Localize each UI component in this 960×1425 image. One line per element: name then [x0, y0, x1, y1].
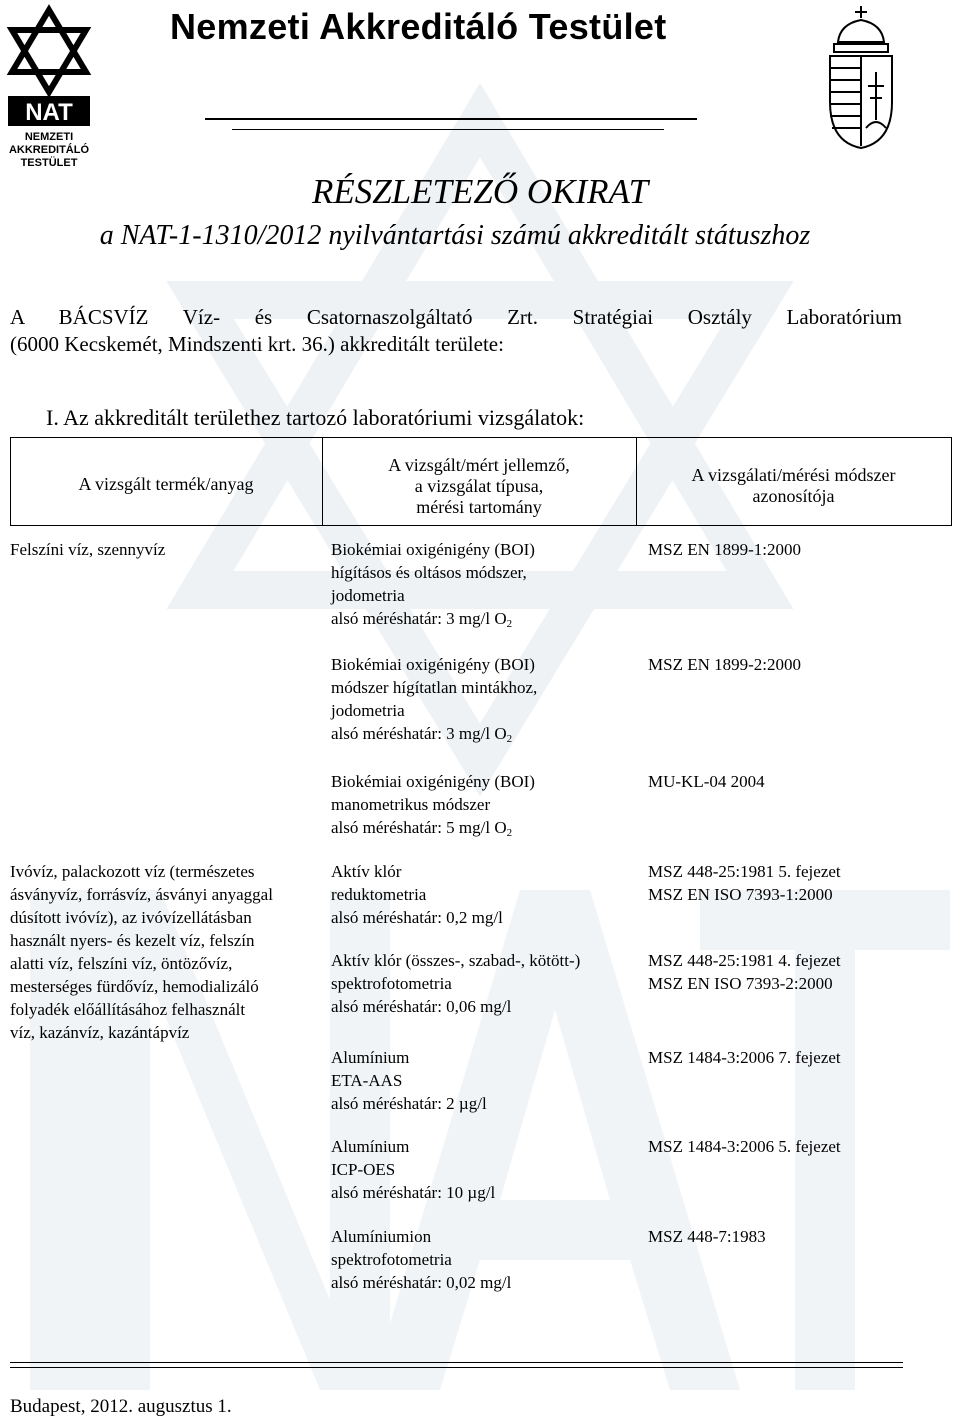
characteristic-line: Biokémiai oxigénigény (BOI): [331, 772, 535, 791]
header-characteristic: [322, 455, 636, 518]
method-bod-dilution: [648, 538, 948, 561]
method-aluminium-eta-aas: [648, 1046, 948, 1069]
limit-text: alsó méréshatár: 5 mg/l O: [331, 818, 507, 837]
method-id: MU-KL-04 2004: [648, 772, 765, 791]
characteristic-line: jodometria: [331, 701, 405, 720]
method-id: MSZ 448-7:1983: [648, 1227, 766, 1246]
measurement-limit: alsó méréshatár: 0,06 mg/l: [331, 997, 512, 1016]
characteristic-line: spektrofotometria: [331, 974, 452, 993]
method-active-chlorine-reductometry: [648, 860, 948, 906]
laboratory-name: A BÁCSVÍZ Víz- és Csatornaszolgáltató Zrt. Stratégiai Osztály Laboratórium: [10, 305, 902, 329]
section-heading: I. Az akkreditált területhez tartozó laboratóriumi vizsgálatok:: [46, 405, 585, 430]
method-id: MSZ 448-25:1981 4. fejezet: [648, 951, 841, 970]
measurement-limit: alsó méréshatár: 10 µg/l: [331, 1183, 496, 1202]
measurement-limit: alsó méréshatár: 2 µg/l: [331, 1094, 487, 1113]
material-line: Ivóvíz, palackozott víz (természetes: [10, 862, 255, 881]
method-id: MSZ EN ISO 7393-2:2000: [648, 974, 833, 993]
method-aluminium-icp-oes: [648, 1135, 948, 1158]
table-row-active-chlorine-reductometry: [331, 860, 631, 929]
table-row-bod-dilution: [331, 538, 631, 636]
measurement-limit: [331, 816, 631, 845]
measurement-limit: [331, 722, 631, 751]
footer-date: Budapest, 2012. augusztus 1.: [10, 1396, 232, 1417]
header-characteristic-line-2: a vizsgálat típusa,: [414, 476, 544, 496]
header-rule-top: [205, 118, 697, 120]
table-border-right: [951, 437, 952, 526]
limit-text: alsó méréshatár: 3 mg/l O: [331, 609, 507, 628]
header-method-line-2: azonosítója: [752, 486, 835, 506]
method-bod-manometric: [648, 770, 948, 793]
table-top-border: [10, 437, 952, 438]
material-line: víz, kazánvíz, kazántápvíz: [10, 1023, 190, 1042]
method-id: MSZ 448-25:1981 5. fejezet: [648, 862, 841, 881]
header-characteristic-line-1: A vizsgált/mért jellemző,: [388, 455, 570, 475]
limit-subscript: 2: [506, 733, 513, 745]
characteristic-line: spektrofotometria: [331, 1250, 452, 1269]
limit-subscript: 2: [506, 827, 513, 839]
coat-of-arms-icon: [818, 2, 904, 152]
footer-rule-1: [10, 1362, 903, 1363]
table-row-aluminium-icp-oes: [331, 1135, 631, 1204]
measurement-limit: [331, 607, 631, 636]
characteristic-line: reduktometria: [331, 885, 427, 904]
limit-text: alsó méréshatár: 3 mg/l O: [331, 724, 507, 743]
table-row-active-chlorine-spectro: [331, 949, 631, 1018]
characteristic-line: ICP-OES: [331, 1160, 396, 1179]
header-method-line-1: A vizsgálati/mérési módszer: [691, 465, 896, 485]
table-row-bod-undiluted: [331, 653, 631, 751]
logo-caption-2: AKKREDITÁLÓ: [8, 144, 90, 156]
characteristic-line: Alumínium: [331, 1137, 410, 1156]
material-line: használt nyers- és kezelt víz, felszín: [10, 931, 255, 950]
method-id: MSZ EN ISO 7393-1:2000: [648, 885, 833, 904]
method-id: MSZ EN 1899-2:2000: [648, 655, 801, 674]
measurement-limit: alsó méréshatár: 0,02 mg/l: [331, 1273, 512, 1292]
header-material-line: A vizsgált termék/anyag: [78, 474, 254, 494]
table-row-aluminium-eta-aas: [331, 1046, 631, 1115]
header-characteristic-line-3: mérési tartomány: [416, 497, 542, 517]
footer-rule-2: [10, 1367, 903, 1368]
characteristic-line: Biokémiai oxigénigény (BOI): [331, 540, 535, 559]
logo-caption-3: TESTÜLET: [20, 157, 78, 169]
characteristic-line: hígításos és oltásos módszer,: [331, 563, 527, 582]
characteristic-line: jodometria: [331, 586, 405, 605]
table-row-aluminium-ion: [331, 1225, 631, 1294]
characteristic-line: Aktív klór: [331, 862, 402, 881]
header-rule-bottom: [232, 129, 664, 130]
org-title: Nemzeti Akkreditáló Testület: [170, 6, 667, 47]
characteristic-line: Alumínium: [331, 1048, 410, 1067]
characteristic-line: módszer hígítatlan mintákhoz,: [331, 678, 538, 697]
method-id: MSZ 1484-3:2006 7. fejezet: [648, 1048, 841, 1067]
method-id: MSZ 1484-3:2006 5. fejezet: [648, 1137, 841, 1156]
material-line: mesterséges fürdővíz, hemodializáló: [10, 977, 259, 996]
characteristic-line: Alumíniumion: [331, 1227, 432, 1246]
characteristic-line: manometrikus módszer: [331, 795, 491, 814]
table-header-separator: [10, 525, 952, 526]
material-line: ásványvíz, forrásvíz, ásványi anyaggal: [10, 885, 273, 904]
method-bod-undiluted: [648, 653, 948, 676]
material-line: dúsított ivóvíz), az ivóvízellátásban: [10, 908, 252, 927]
measurement-limit: alsó méréshatár: 0,2 mg/l: [331, 908, 503, 927]
material-surface-water: [10, 538, 320, 561]
document-title: RÉSZLETEZŐ OKIRAT: [311, 172, 649, 211]
logo-text: NAT: [25, 99, 73, 126]
logo-caption-1: NEMZETI: [24, 131, 74, 143]
header-method: [636, 465, 951, 507]
document-subtitle: a NAT-1-1310/2012 nyilvántartási számú akkreditált státuszhoz: [99, 220, 811, 251]
characteristic-line: ETA-AAS: [331, 1071, 403, 1090]
characteristic-line: Biokémiai oxigénigény (BOI): [331, 655, 535, 674]
material-line: Felszíni víz, szennyvíz: [10, 540, 166, 559]
characteristic-line: Aktív klór (összes-, szabad-, kötött-): [331, 951, 581, 970]
header-material: [10, 474, 322, 495]
method-id: MSZ EN 1899-1:2000: [648, 540, 801, 559]
method-aluminium-ion: [648, 1225, 948, 1248]
laboratory-address: (6000 Kecskemét, Mindszenti krt. 36.) akkreditált területe:: [10, 332, 504, 356]
material-drinking-water: [10, 860, 320, 1044]
nat-logo: [6, 4, 92, 174]
material-line: alatti víz, felszíni víz, öntözővíz,: [10, 954, 233, 973]
table-row-bod-manometric: [331, 770, 631, 845]
material-line: folyadék előállításához felhasznált: [10, 1000, 246, 1019]
limit-subscript: 2: [506, 618, 513, 630]
method-active-chlorine-spectro: [648, 949, 948, 995]
